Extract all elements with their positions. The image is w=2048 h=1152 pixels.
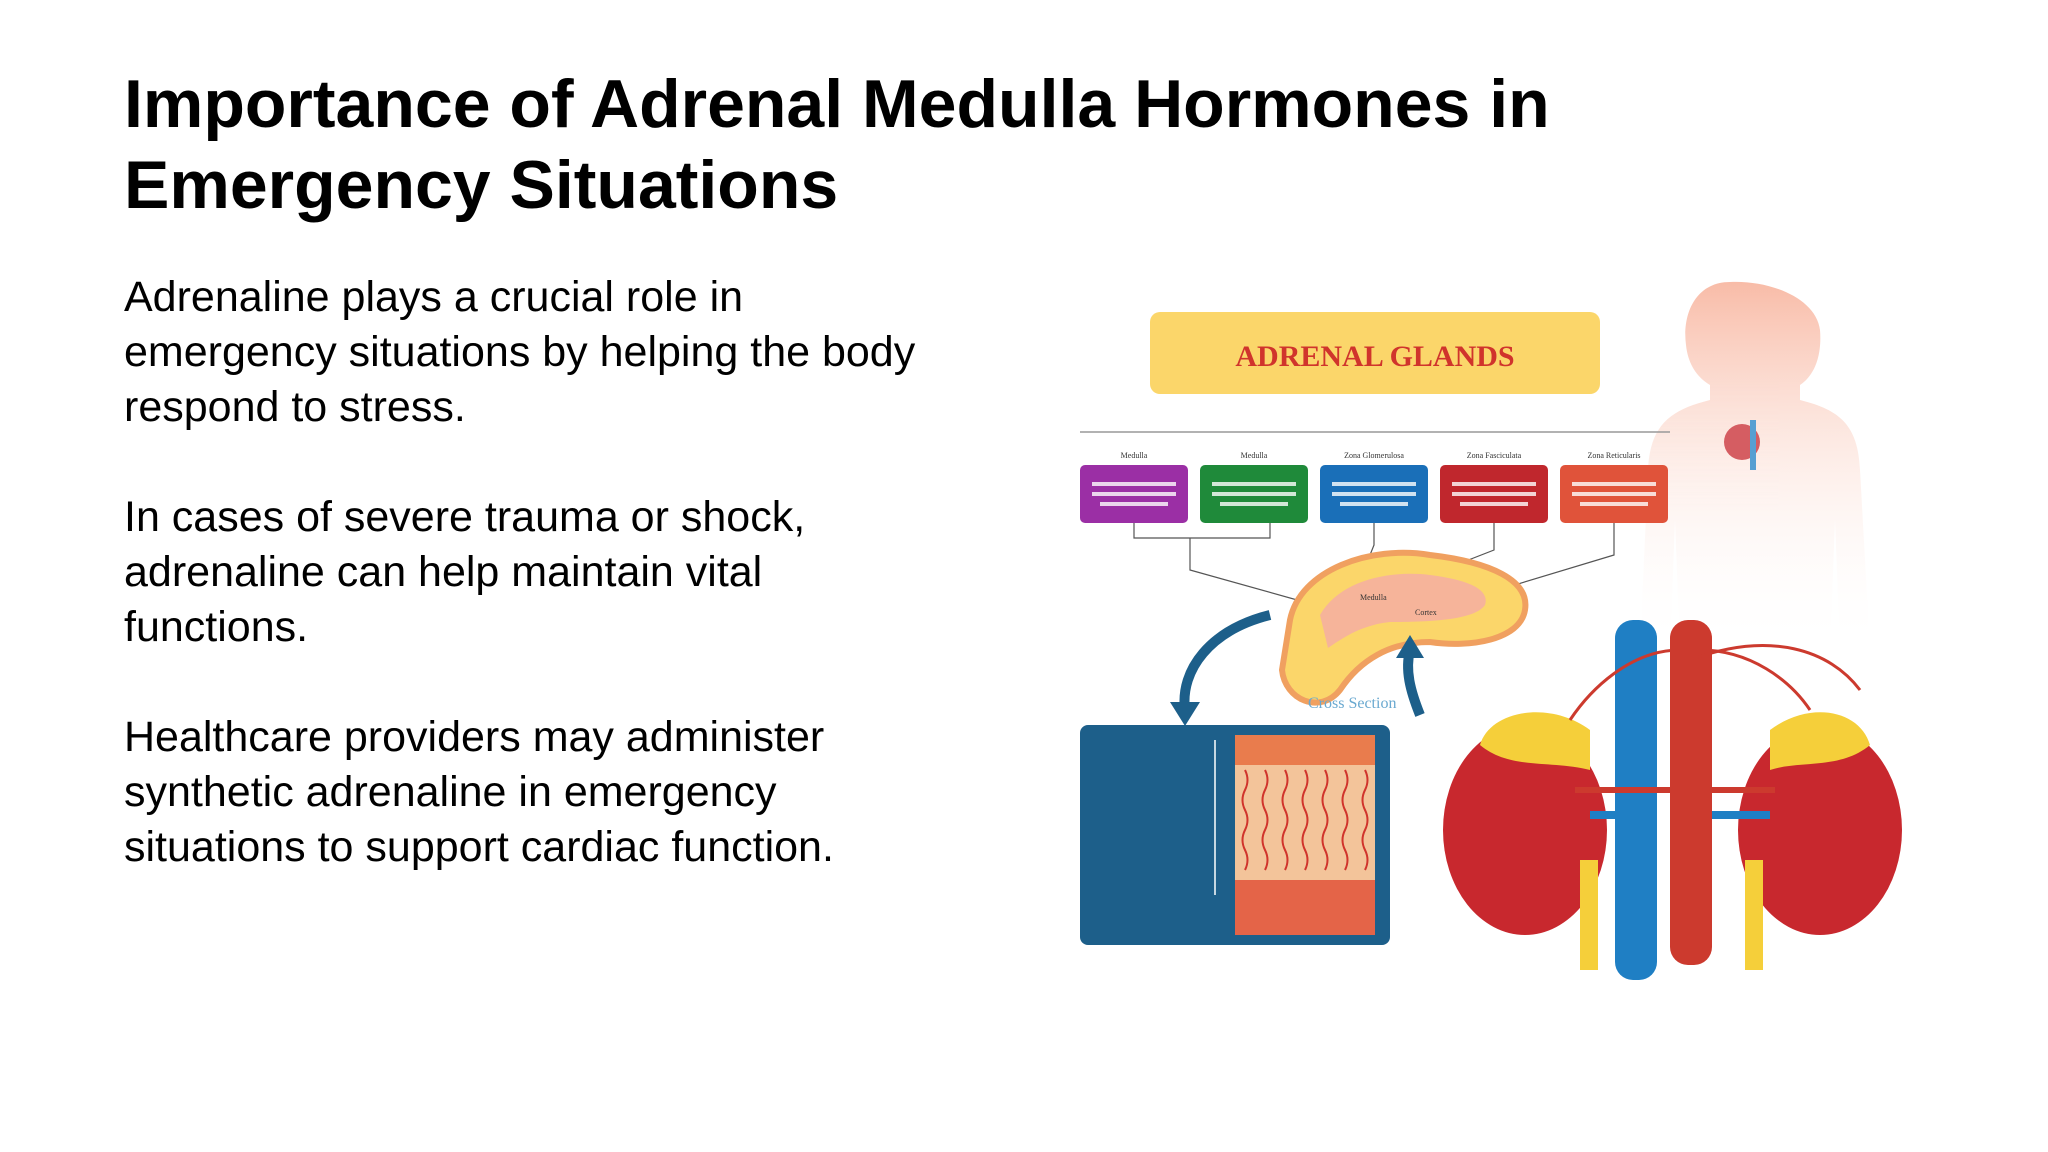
cortex-label: Cortex <box>1415 608 1437 617</box>
body-text <box>124 270 1024 930</box>
cross-section-label: Cross Section <box>1308 695 1397 712</box>
paragraph-2: In cases of severe trauma or shock, adrenaline can help maintain vital functions. <box>124 493 806 651</box>
adrenal-glands-illustration <box>1070 270 1950 990</box>
category-boxes <box>1080 451 1668 523</box>
box-head-1: Medulla <box>1120 451 1148 460</box>
adrenal-glands-banner <box>1150 312 1600 394</box>
box-head-2: Medulla <box>1240 451 1268 460</box>
medulla-label: Medulla <box>1360 593 1387 602</box>
vena-cava <box>1615 620 1657 980</box>
cross-section-panel <box>1080 725 1390 945</box>
arrow-up-icon <box>1408 650 1420 715</box>
paragraph-3: Healthcare providers may administer synthetic adrenaline in emergency situations to support cardiac function. <box>124 713 834 871</box>
banner-text: ADRENAL GLANDS <box>1235 340 1515 373</box>
box-head-4: Zona Fasciculata <box>1466 451 1522 460</box>
paragraph-1: Adrenaline plays a crucial role in emergency situations by helping the body respond to stress. <box>124 273 916 431</box>
slide-title-text: Importance of Adrenal Medulla Hormones in Emergency Situations <box>124 66 1550 223</box>
kidneys-diagram <box>1443 620 1902 980</box>
slide-title <box>124 64 1624 226</box>
box-head-5: Zona Reticularis <box>1587 451 1641 460</box>
adrenal-gland-shape <box>1282 553 1525 703</box>
arrow-down-icon <box>1184 615 1270 710</box>
illustration-svg <box>1070 270 1950 990</box>
human-silhouette <box>1640 282 1870 650</box>
box-head-3: Zona Glomerulosa <box>1344 451 1404 460</box>
aorta <box>1670 620 1712 965</box>
